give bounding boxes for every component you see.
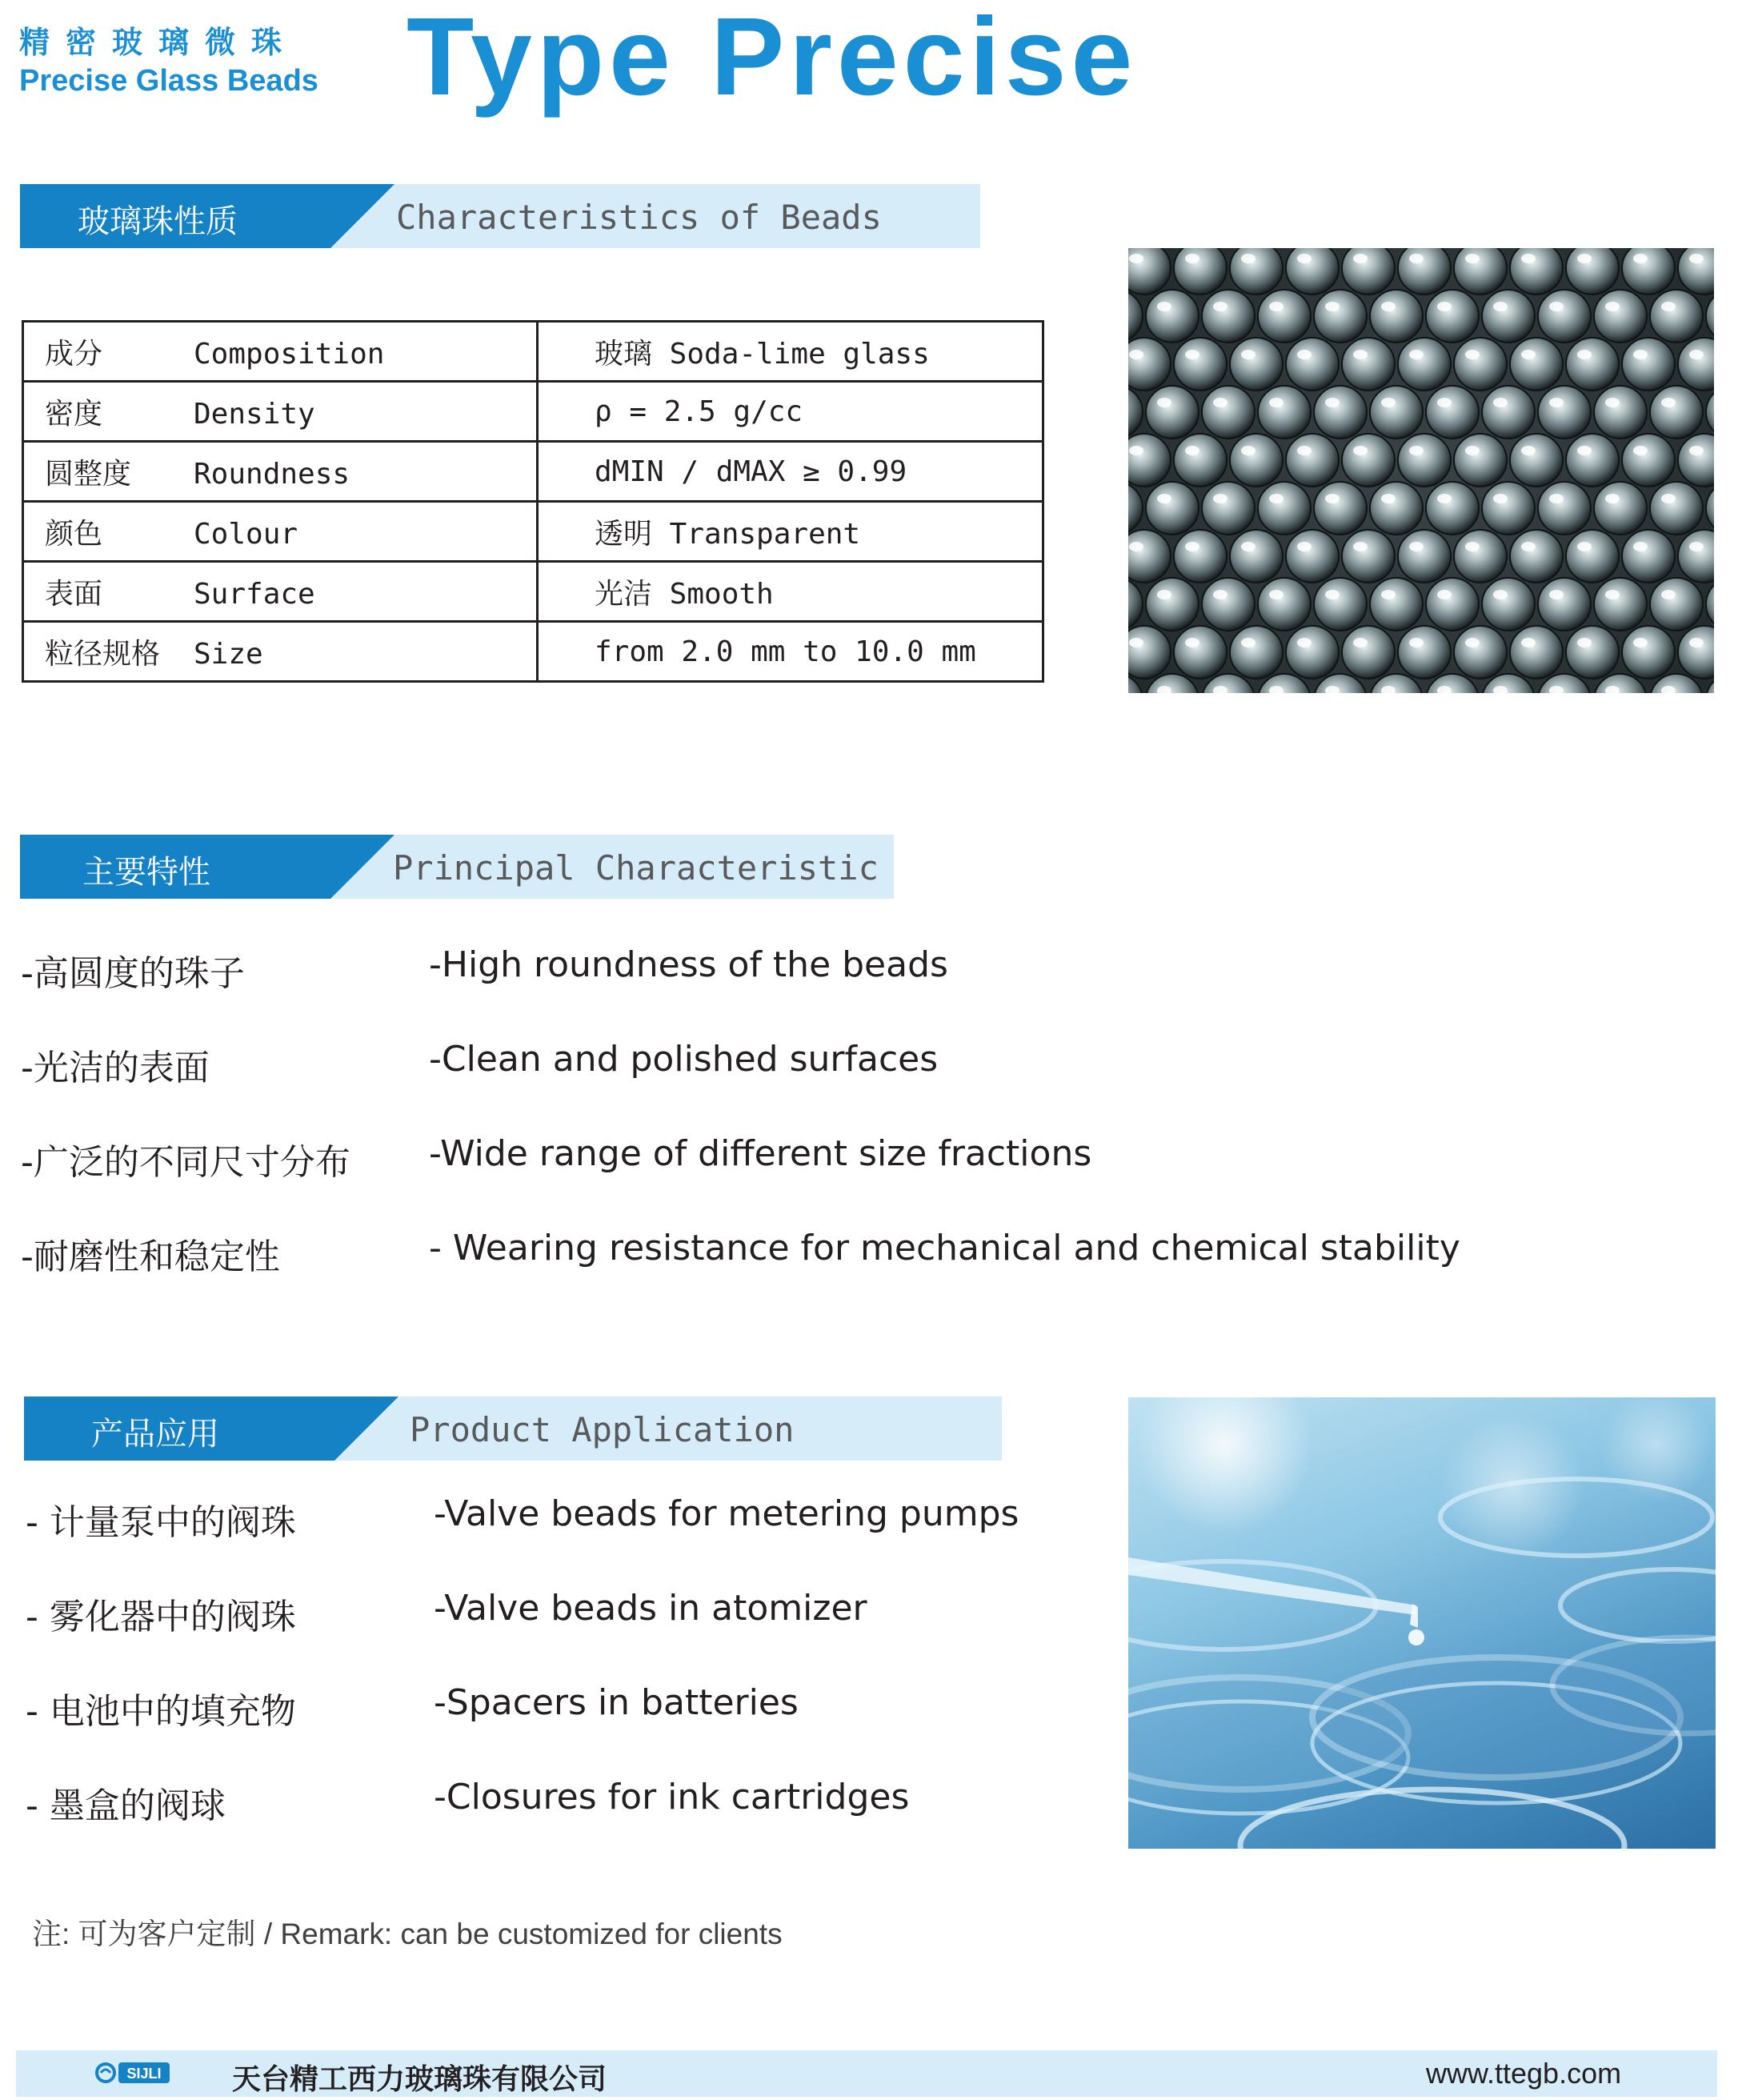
list-item-cn: - 电池中的填充物 — [26, 1691, 296, 1732]
bead-highlight — [1185, 254, 1199, 263]
bead-highlight — [1633, 446, 1648, 455]
bead-shape — [1566, 530, 1619, 583]
bead-shape — [1650, 578, 1703, 631]
bead-shape — [1174, 626, 1227, 679]
bead-shape — [1566, 248, 1619, 295]
bead-highlight — [1241, 254, 1255, 263]
bead-shape — [1454, 434, 1507, 487]
bead-highlight — [1157, 302, 1171, 311]
petri-dish-photo — [1128, 1397, 1716, 1849]
bead-shape — [1128, 578, 1143, 631]
bead-highlight — [1465, 638, 1480, 647]
bead-shape — [1230, 248, 1283, 295]
bead-highlight — [1521, 446, 1536, 455]
list-item-en: -Clean and polished surfaces — [429, 1039, 939, 1080]
bead-shape — [1370, 578, 1423, 631]
list-item-cn: - 墨盒的阀球 — [26, 1785, 226, 1826]
bead-shape — [1538, 578, 1591, 631]
bead-shape — [1342, 434, 1395, 487]
section-title-en: Principal Characteristic — [393, 848, 879, 888]
bead-highlight — [1269, 302, 1283, 311]
bead-shape — [1128, 290, 1143, 343]
bead-highlight — [1437, 494, 1452, 503]
bead-shape — [1426, 482, 1479, 535]
bead-shape — [1678, 338, 1714, 391]
bead-shape — [1314, 578, 1367, 631]
bead-shape — [1678, 530, 1714, 583]
bead-highlight — [1241, 446, 1255, 455]
bead-shape — [1230, 626, 1283, 679]
bead-shape — [1286, 248, 1339, 295]
bead-shape — [1622, 248, 1675, 295]
bead-highlight — [1185, 542, 1199, 551]
bead-shape — [1258, 290, 1311, 343]
bead-shape — [1202, 386, 1255, 439]
property-name-en: Roundness — [194, 457, 350, 491]
bead-shape — [1594, 290, 1647, 343]
bead-highlight — [1297, 638, 1312, 647]
bead-shape — [1286, 434, 1339, 487]
bead-shape — [1174, 530, 1227, 583]
bead-shape — [1398, 338, 1451, 391]
bead-shape — [1622, 530, 1675, 583]
list-item-cn: -高圆度的珠子 — [21, 953, 245, 994]
bead-highlight — [1353, 350, 1368, 359]
property-value: from 2.0 mm to 10.0 mm — [595, 635, 976, 668]
bead-highlight — [1605, 590, 1620, 599]
bead-highlight — [1549, 302, 1564, 311]
bead-shape — [1128, 482, 1143, 535]
section-header-principal — [20, 835, 894, 899]
bead-highlight — [1661, 494, 1676, 503]
bead-highlight — [1493, 302, 1508, 311]
bead-highlight — [1325, 590, 1340, 599]
section-title-en: Product Application — [410, 1410, 795, 1449]
bead-highlight — [1493, 590, 1508, 599]
bead-highlight — [1661, 398, 1676, 407]
section-title-cn: 主要特性 — [82, 854, 210, 891]
bead-shape — [1286, 530, 1339, 583]
list-item-cn: -耐磨性和稳定性 — [21, 1236, 280, 1277]
bead-shape — [1146, 386, 1199, 439]
bead-highlight — [1661, 590, 1676, 599]
bead-highlight — [1577, 638, 1592, 647]
bead-highlight — [1521, 638, 1536, 647]
bead-shape — [1146, 482, 1199, 535]
bead-shape — [1128, 530, 1171, 583]
bead-shape — [1230, 434, 1283, 487]
bead-shape — [1706, 482, 1714, 535]
bead-shape — [1622, 338, 1675, 391]
bead-shape — [1342, 530, 1395, 583]
properties-table — [22, 320, 1044, 683]
bead-shape — [1678, 626, 1714, 679]
bead-shape — [1594, 482, 1647, 535]
logo-text: SIJLI — [126, 2066, 162, 2082]
bead-shape — [1128, 338, 1171, 391]
bead-highlight — [1493, 398, 1508, 407]
company-name: 天台精工西力玻璃珠有限公司 — [232, 2062, 607, 2096]
bead-highlight — [1129, 542, 1143, 551]
list-item-cn: -广泛的不同尺寸分布 — [21, 1142, 350, 1183]
property-name-cn: 颜色 — [45, 517, 103, 551]
bead-shape — [1594, 386, 1647, 439]
bead-shape — [1128, 434, 1171, 487]
bead-shape — [1370, 482, 1423, 535]
bead-shape — [1258, 482, 1311, 535]
bead-shape — [1174, 434, 1227, 487]
bead-shape — [1202, 290, 1255, 343]
bead-highlight — [1213, 398, 1227, 407]
bead-highlight — [1465, 350, 1480, 359]
bead-highlight — [1353, 446, 1368, 455]
bead-highlight — [1185, 446, 1199, 455]
bead-highlight — [1297, 254, 1312, 263]
property-value: 玻璃 Soda-lime glass — [595, 337, 930, 371]
bead-highlight — [1297, 350, 1312, 359]
bead-highlight — [1549, 590, 1564, 599]
bead-shape — [1370, 290, 1423, 343]
bead-shape — [1482, 290, 1535, 343]
bead-highlight — [1689, 254, 1704, 263]
table-row — [23, 442, 1043, 502]
list-item-en: -High roundness of the beads — [429, 944, 948, 985]
bead-highlight — [1409, 446, 1424, 455]
table-row — [23, 322, 1043, 382]
bead-shape — [1426, 386, 1479, 439]
bead-highlight — [1241, 350, 1255, 359]
bead-shape — [1482, 578, 1535, 631]
bead-shape — [1202, 482, 1255, 535]
section-title-en: Characteristics of Beads — [396, 198, 882, 237]
bead-shape — [1566, 338, 1619, 391]
header-title-en: Precise Glass Beads — [19, 64, 318, 98]
bead-highlight — [1381, 590, 1396, 599]
bead-shape — [1314, 290, 1367, 343]
bead-shape — [1510, 626, 1563, 679]
bead-highlight — [1633, 350, 1648, 359]
bead-shape — [1174, 338, 1227, 391]
bead-shape — [1314, 386, 1367, 439]
bead-shape — [1230, 530, 1283, 583]
bead-shape — [1650, 482, 1703, 535]
bead-shape — [1538, 482, 1591, 535]
section-title-cn: 玻璃珠性质 — [78, 203, 238, 240]
website-link[interactable]: www.ttegb.com — [1426, 2057, 1622, 2090]
bead-shape — [1706, 578, 1714, 631]
bead-highlight — [1325, 398, 1340, 407]
property-name-cn: 圆整度 — [45, 457, 132, 491]
bead-shape — [1566, 626, 1619, 679]
list-item-en: -Valve beads in atomizer — [434, 1588, 867, 1629]
table-row — [23, 562, 1043, 622]
bead-highlight — [1633, 254, 1648, 263]
bead-highlight — [1633, 638, 1648, 647]
company-logo — [94, 2055, 174, 2090]
bead-highlight — [1129, 446, 1143, 455]
bead-highlight — [1325, 302, 1340, 311]
table-row — [23, 622, 1043, 682]
bead-highlight — [1437, 398, 1452, 407]
property-name-cn: 密度 — [45, 397, 103, 431]
bead-shape — [1622, 434, 1675, 487]
bead-highlight — [1437, 590, 1452, 599]
bead-highlight — [1605, 494, 1620, 503]
bead-highlight — [1633, 542, 1648, 551]
property-value: ρ = 2.5 g/cc — [595, 395, 803, 428]
bead-shape — [1398, 626, 1451, 679]
bead-shape — [1510, 530, 1563, 583]
property-name-en: Colour — [194, 517, 298, 551]
bead-highlight — [1297, 542, 1312, 551]
bead-highlight — [1521, 350, 1536, 359]
property-value: dMIN / dMAX ≥ 0.99 — [595, 455, 907, 488]
bead-highlight — [1213, 494, 1227, 503]
remark-note: 注: 可为客户定制 / Remark: can be customized for clients — [32, 1918, 783, 1950]
bead-shape — [1454, 626, 1507, 679]
bead-shape — [1258, 578, 1311, 631]
bead-highlight — [1577, 542, 1592, 551]
bead-highlight — [1409, 350, 1424, 359]
bead-highlight — [1465, 542, 1480, 551]
bead-shape — [1342, 626, 1395, 679]
list-item-en: -Spacers in batteries — [434, 1682, 799, 1723]
bead-shape — [1398, 530, 1451, 583]
bead-shape — [1258, 386, 1311, 439]
bead-shape — [1706, 386, 1714, 439]
section-header-characteristics — [20, 184, 980, 248]
bead-highlight — [1689, 638, 1704, 647]
bead-shape — [1678, 434, 1714, 487]
bead-shape — [1622, 626, 1675, 679]
bead-highlight — [1157, 494, 1171, 503]
bead-highlight — [1353, 254, 1368, 263]
property-name-en: Surface — [194, 577, 315, 611]
property-name-cn: 成分 — [45, 337, 103, 371]
bead-highlight — [1409, 254, 1424, 263]
bead-shape — [1426, 578, 1479, 631]
bead-highlight — [1577, 446, 1592, 455]
property-name-cn: 粒径规格 — [45, 637, 161, 671]
page-title: Type Precise — [406, 0, 1138, 118]
bead-highlight — [1353, 542, 1368, 551]
bead-highlight — [1465, 446, 1480, 455]
bead-shape — [1482, 482, 1535, 535]
table-row — [23, 502, 1043, 562]
bead-highlight — [1157, 398, 1171, 407]
bead-shape — [1510, 248, 1563, 295]
bead-shape — [1286, 626, 1339, 679]
bead-shape — [1594, 578, 1647, 631]
bead-highlight — [1381, 494, 1396, 503]
bead-shape — [1146, 290, 1199, 343]
property-name-cn: 表面 — [45, 577, 103, 611]
bead-shape — [1174, 248, 1227, 295]
bead-shape — [1454, 530, 1507, 583]
bead-highlight — [1437, 302, 1452, 311]
bead-highlight — [1661, 302, 1676, 311]
bead-shape — [1398, 248, 1451, 295]
bead-shape — [1202, 578, 1255, 631]
bead-highlight — [1381, 302, 1396, 311]
bead-highlight — [1409, 542, 1424, 551]
table-row — [23, 382, 1043, 442]
bead-highlight — [1577, 350, 1592, 359]
bead-shape — [1426, 290, 1479, 343]
bead-highlight — [1157, 590, 1171, 599]
bead-highlight — [1689, 542, 1704, 551]
bead-highlight — [1409, 638, 1424, 647]
bead-shape — [1566, 434, 1619, 487]
bead-highlight — [1185, 350, 1199, 359]
list-item-en: -Wide range of different size fractions — [429, 1133, 1092, 1174]
bead-shape — [1128, 626, 1171, 679]
bead-highlight — [1521, 254, 1536, 263]
property-name-en: Density — [194, 397, 315, 431]
bead-highlight — [1213, 302, 1227, 311]
bead-shape — [1538, 290, 1591, 343]
property-name-en: Composition — [194, 337, 385, 371]
bead-shape — [1706, 290, 1714, 343]
property-name-en: Size — [194, 637, 263, 671]
bead-highlight — [1129, 254, 1143, 263]
bead-highlight — [1325, 494, 1340, 503]
bead-highlight — [1129, 350, 1143, 359]
bead-shape — [1510, 338, 1563, 391]
bead-highlight — [1353, 638, 1368, 647]
bead-shape — [1538, 386, 1591, 439]
property-value: 光洁 Smooth — [595, 577, 774, 611]
bead-shape — [1482, 386, 1535, 439]
bead-highlight — [1213, 590, 1227, 599]
bead-shape — [1650, 386, 1703, 439]
list-item-cn: -光洁的表面 — [21, 1048, 210, 1088]
bead-highlight — [1381, 398, 1396, 407]
section-title-cn: 产品应用 — [91, 1416, 219, 1453]
glass-beads-photo — [1128, 248, 1714, 693]
bead-highlight — [1269, 398, 1283, 407]
bead-shape — [1454, 248, 1507, 295]
bead-shape — [1510, 434, 1563, 487]
bead-highlight — [1185, 638, 1199, 647]
bead-highlight — [1605, 398, 1620, 407]
list-item-en: - Wearing resistance for mechanical and chemical stability — [429, 1228, 1460, 1268]
list-item-en: -Valve beads for metering pumps — [434, 1493, 1019, 1534]
header-title-cn: 精密玻璃微珠 — [19, 25, 298, 60]
bead-highlight — [1241, 542, 1255, 551]
bead-shape — [1454, 338, 1507, 391]
bead-highlight — [1689, 446, 1704, 455]
list-item-cn: - 计量泵中的阀珠 — [26, 1502, 296, 1543]
bead-shape — [1342, 248, 1395, 295]
bead-shape — [1128, 386, 1143, 439]
bead-shape — [1314, 482, 1367, 535]
bead-highlight — [1297, 446, 1312, 455]
bead-highlight — [1269, 590, 1283, 599]
bead-highlight — [1129, 638, 1143, 647]
bead-shape — [1370, 386, 1423, 439]
bead-shape — [1146, 578, 1199, 631]
section-header-application — [24, 1397, 1002, 1461]
bead-highlight — [1465, 254, 1480, 263]
bead-shape — [1286, 338, 1339, 391]
bead-shape — [1650, 290, 1703, 343]
bead-highlight — [1549, 494, 1564, 503]
bead-highlight — [1689, 350, 1704, 359]
bead-shape — [1398, 434, 1451, 487]
bead-highlight — [1521, 542, 1536, 551]
bead-highlight — [1241, 638, 1255, 647]
property-value: 透明 Transparent — [595, 517, 861, 551]
bead-highlight — [1269, 494, 1283, 503]
bead-highlight — [1493, 494, 1508, 503]
bead-highlight — [1577, 254, 1592, 263]
bead-shape — [1230, 338, 1283, 391]
bead-shape — [1342, 338, 1395, 391]
list-item-cn: - 雾化器中的阀珠 — [26, 1597, 296, 1637]
list-item-en: -Closures for ink cartridges — [434, 1777, 910, 1817]
bead-highlight — [1605, 302, 1620, 311]
bead-highlight — [1549, 398, 1564, 407]
